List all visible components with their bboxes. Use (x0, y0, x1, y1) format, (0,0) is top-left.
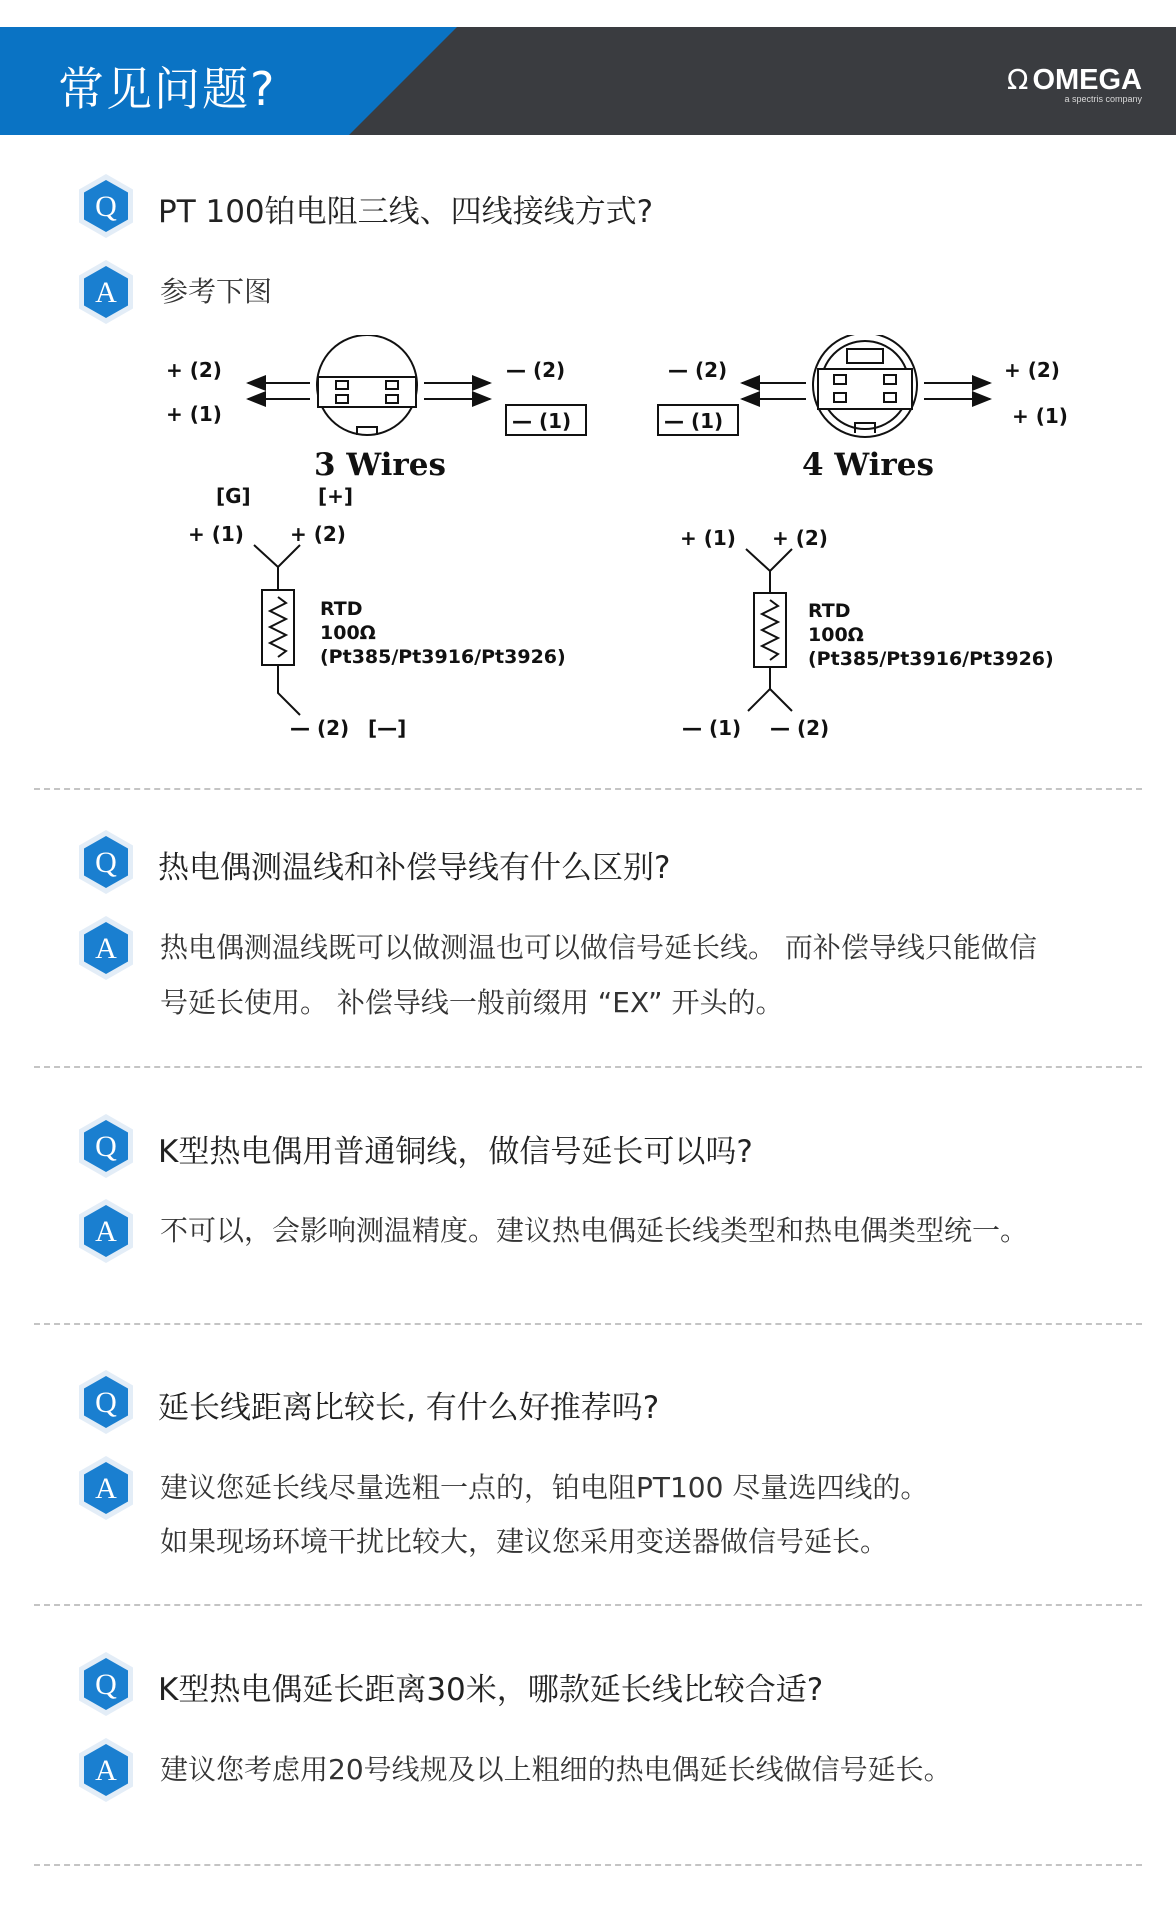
question-badge-icon (76, 1368, 136, 1436)
question-badge-icon (76, 828, 136, 896)
label-plus-2: + (2) (1004, 358, 1060, 382)
badge-letter: Q (95, 1386, 117, 1419)
badge-letter: Q (95, 846, 117, 879)
label-minus-1-boxed: — (1) (664, 409, 724, 433)
answer-text: 建议您延长线尽量选粗一点的，铂电阻PT100 尽量选四线的。 (160, 1471, 929, 1504)
four-wire-diagram (658, 335, 1068, 740)
answer-text: 参考下图 (160, 275, 273, 308)
label-minus-2: — (2) (506, 358, 566, 382)
rtd-wiring-diagram (150, 335, 1080, 755)
omega-logo-icon: Ω (1007, 63, 1029, 96)
divider (34, 1066, 1142, 1068)
question-badge-icon (76, 1650, 136, 1718)
answer-text: 建议您考虑用20号线规及以上粗细的热电偶延长线做信号延长。 (160, 1753, 952, 1786)
badge-letter: A (95, 1215, 117, 1248)
answer-badge-icon (76, 914, 136, 982)
resistor-icon (754, 593, 786, 667)
badge-letter: Q (95, 1668, 117, 1701)
label-minus-2: — (2) (770, 716, 830, 740)
page-header (0, 27, 1176, 135)
answer-badge-icon (76, 1197, 136, 1265)
four-wires-title: 4 Wires (802, 447, 934, 483)
answer-badge-icon (76, 1454, 136, 1522)
label-minus-1: — (1) (682, 716, 742, 740)
question-badge-icon (76, 172, 136, 240)
page-title: 常见问题? (58, 62, 277, 116)
rtd-resistance: 100Ω (808, 624, 864, 646)
badge-letter: A (95, 1754, 117, 1787)
label-plus-1: + (1) (680, 526, 736, 550)
rtd-label: RTD (808, 600, 851, 622)
answer-text: 号延长使用。 补偿导线一般前缀用 “EX” 开头的。 (160, 986, 784, 1019)
question-text: K型热电偶用普通铜线，做信号延长可以吗? (158, 1134, 753, 1170)
label-plus-1: + (1) (188, 522, 244, 546)
question-text: 延长线距离比较长, 有什么好推荐吗? (158, 1390, 660, 1426)
divider (34, 1323, 1142, 1325)
rtd-label: RTD (320, 598, 363, 620)
label-minus-2: — (2) (668, 358, 728, 382)
label-plus-1: + (1) (1012, 404, 1068, 428)
question-text: K型热电偶延长距离30米，哪款延长线比较合适? (158, 1672, 824, 1708)
label-bracket-minus: [—] (368, 716, 407, 740)
question-text: 热电偶测温线和补偿导线有什么区别? (158, 850, 671, 886)
omega-logo (1007, 63, 1142, 104)
label-minus-1-boxed: — (1) (512, 409, 572, 433)
three-wires-title: 3 Wires (314, 447, 446, 483)
label-plus-2: + (2) (290, 522, 346, 546)
answer-badge-icon (76, 1736, 136, 1804)
answer-text: 热电偶测温线既可以做测温也可以做信号延长线。 而补偿导线只能做信 (160, 931, 1037, 964)
rtd-types: (Pt385/Pt3916/Pt3926) (808, 648, 1054, 670)
badge-letter: A (95, 276, 117, 309)
badge-letter: Q (95, 190, 117, 223)
rtd-resistance: 100Ω (320, 622, 376, 644)
badge-letter: A (95, 1472, 117, 1505)
divider (34, 1864, 1142, 1866)
question-badge-icon (76, 1112, 136, 1180)
badge-letter: A (95, 932, 117, 965)
label-g: [G] (216, 484, 251, 508)
rtd-types: (Pt385/Pt3916/Pt3926) (320, 646, 566, 668)
label-plus-1: + (1) (166, 402, 222, 426)
label-bracket-plus: [+] (318, 484, 354, 508)
resistor-icon (262, 590, 294, 665)
answer-text: 如果现场环境干扰比较大，建议您采用变送器做信号延长。 (160, 1525, 889, 1558)
divider (34, 788, 1142, 790)
badge-letter: Q (95, 1130, 117, 1163)
answer-badge-icon (76, 258, 136, 326)
logo-text: OMEGA (1032, 64, 1142, 96)
logo-subtitle: a spectris company (1064, 94, 1142, 104)
label-plus-2: + (2) (166, 358, 222, 382)
label-plus-2: + (2) (772, 526, 828, 550)
divider (34, 1604, 1142, 1606)
answer-text: 不可以，会影响测温精度。建议热电偶延长线类型和热电偶类型统一。 (160, 1214, 1029, 1247)
question-text: PT 100铂电阻三线、四线接线方式? (158, 194, 654, 230)
three-wire-diagram (166, 335, 586, 740)
label-minus-2: — (2) (290, 716, 350, 740)
